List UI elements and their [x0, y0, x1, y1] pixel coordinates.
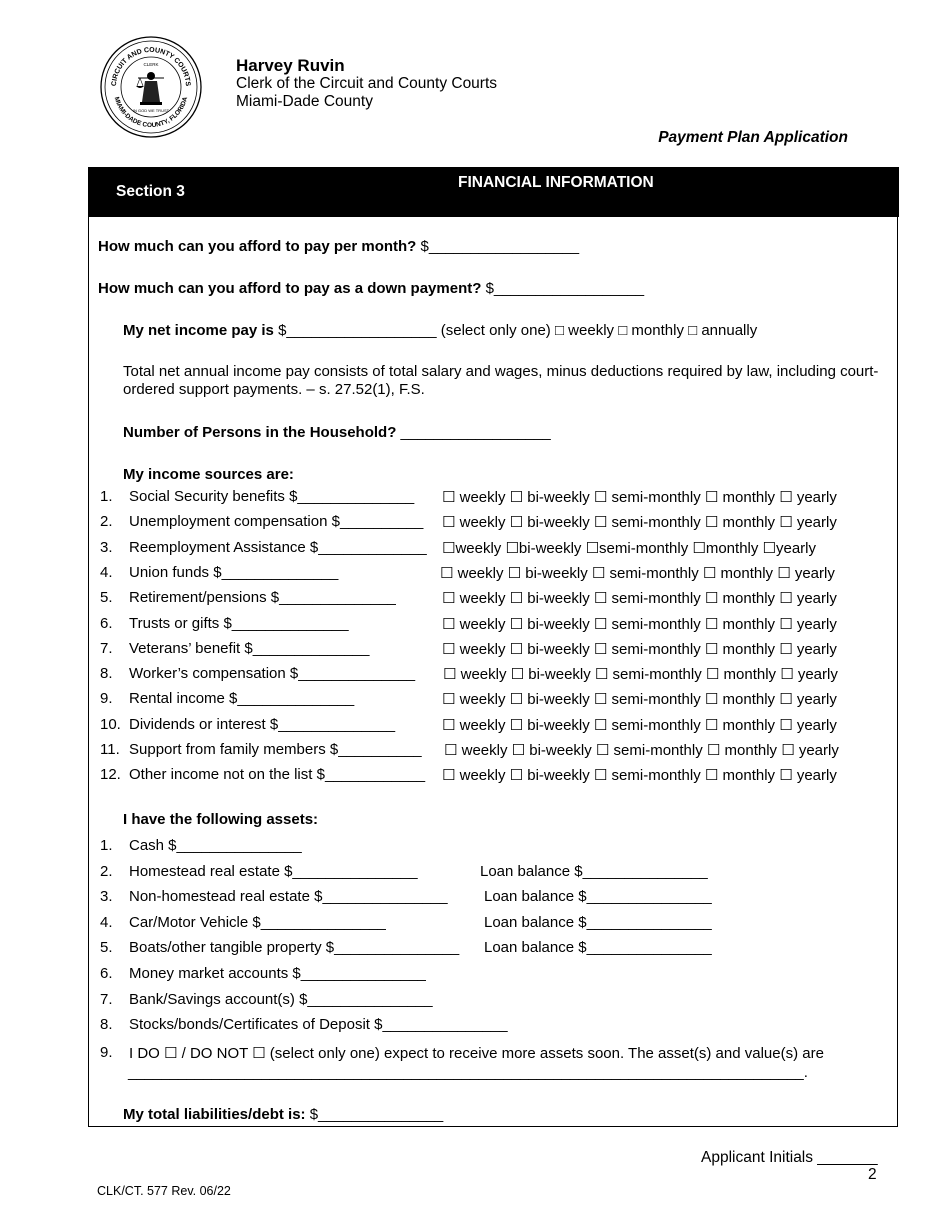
form-code: CLK/CT. 577 Rev. 06/22: [97, 1184, 231, 1198]
asset-item-value-field[interactable]: Money market accounts $_______________: [129, 965, 426, 982]
income-item-amount-field[interactable]: Other income not on the list $____________: [129, 766, 426, 784]
asset-item-number: 3.: [100, 888, 113, 906]
income-item-frequency-checkboxes[interactable]: ☐ weekly ☐ bi-weekly ☐ semi-monthly ☐ monthly ☐ yearly: [443, 666, 838, 684]
income-item-amount-field[interactable]: Support from family members $__________: [129, 741, 422, 758]
loan-balance-field[interactable]: Loan balance $_______________: [484, 913, 712, 931]
asset-item-value-field[interactable]: Boats/other tangible property $_______________: [129, 939, 460, 957]
income-item-frequency-checkboxes[interactable]: ☐ weekly ☐ bi-weekly ☐ semi-monthly ☐ monthly ☐ yearly: [444, 742, 839, 759]
income-item-frequency-checkboxes[interactable]: ☐ weekly ☐ bi-weekly ☐ semi-monthly ☐ monthly ☐ yearly: [442, 590, 837, 608]
asset-item-number: 1.: [100, 837, 113, 854]
income-item-number: 11.: [100, 741, 120, 758]
asset-item-value-field[interactable]: Stocks/bonds/Certificates of Deposit $_______________: [129, 1016, 508, 1034]
income-item-amount-field[interactable]: Union funds $______________: [129, 563, 339, 581]
income-item-amount-field[interactable]: Rental income $______________: [129, 690, 355, 708]
income-item-amount-field[interactable]: Unemployment compensation $__________: [129, 513, 424, 531]
loan-balance-field[interactable]: Loan balance $_______________: [484, 939, 712, 957]
svg-text:IN GOD WE TRUST: IN GOD WE TRUST: [132, 108, 170, 113]
down-payment-question: How much can you afford to pay as a down payment? $__________________: [98, 280, 645, 297]
income-item-frequency-checkboxes[interactable]: ☐ weekly ☐ bi-weekly ☐ semi-monthly ☐ monthly ☐ yearly: [442, 489, 837, 506]
asset-item-value-field[interactable]: Bank/Savings account(s) $_______________: [129, 990, 433, 1008]
income-item-amount-field[interactable]: Veterans’ benefit $______________: [129, 639, 370, 657]
applicant-initials-field[interactable]: Applicant Initials _______: [701, 1149, 878, 1166]
net-income-field[interactable]: $__________________ (select only one) □ weekly □ monthly □ annually: [278, 322, 758, 339]
net-income-note: Total net annual income pay consists of total salary and wages, minus deductions required by law, including court-ordered support payments. – s. 27.52(1), F.S.: [123, 363, 879, 398]
monthly-payment-question: How much can you afford to pay per month? $__________________: [98, 238, 580, 255]
asset-item-number: 6.: [100, 965, 113, 982]
income-item-number: 9.: [100, 690, 113, 708]
income-item-frequency-checkboxes[interactable]: ☐ weekly ☐ bi-weekly ☐ semi-monthly ☐ monthly ☐ yearly: [442, 514, 837, 532]
asset-item-number: 7.: [100, 990, 113, 1008]
income-item-number: 6.: [100, 614, 113, 632]
income-item-number: 12.: [100, 766, 121, 784]
section-header-bar: [88, 167, 899, 217]
assets-heading: I have the following assets:: [123, 811, 319, 828]
income-item-amount-field[interactable]: Trusts or gifts $______________: [129, 614, 349, 632]
asset-item-number: 5.: [100, 939, 113, 957]
household-question: Number of Persons in the Household? __________________: [123, 424, 551, 441]
section-title: FINANCIAL INFORMATION: [458, 174, 654, 191]
svg-text:MIAMI-DADE COUNTY, FLORIDA: MIAMI-DADE COUNTY, FLORIDA: [112, 96, 190, 130]
income-item-frequency-checkboxes[interactable]: ☐ weekly ☐ bi-weekly ☐ semi-monthly ☐ monthly ☐ yearly: [442, 640, 837, 658]
form-title: Payment Plan Application: [658, 129, 848, 146]
loan-balance-field[interactable]: Loan balance $_______________: [484, 888, 712, 906]
section-label: Section 3: [116, 183, 185, 200]
household-field[interactable]: __________________: [400, 424, 551, 441]
income-item-number: 1.: [100, 488, 113, 505]
asset-item-number: 4.: [100, 913, 113, 931]
asset-item-value-field[interactable]: Homestead real estate $_______________: [129, 862, 418, 880]
asset-item-value-field[interactable]: I DO ☐ / DO NOT ☐ (select only one) expect to receive more assets soon. The asset(s) and value(s) are: [129, 1045, 824, 1062]
income-item-number: 3.: [100, 538, 113, 556]
loan-balance-field[interactable]: Loan balance $_______________: [480, 862, 708, 880]
monthly-payment-field[interactable]: $__________________: [420, 238, 580, 255]
net-income-question: My net income pay is $__________________ (select only one) □ weekly □ monthly □ annually: [123, 322, 758, 339]
asset-item-number: 8.: [100, 1016, 113, 1034]
income-item-number: 10.: [100, 715, 121, 733]
clerk-name: Harvey Ruvin: [236, 56, 345, 75]
asset-item-number: 9.: [100, 1044, 113, 1061]
clerk-title: Clerk of the Circuit and County Courts: [236, 75, 498, 92]
income-item-number: 2.: [100, 513, 113, 531]
income-item-frequency-checkboxes[interactable]: ☐weekly ☐bi-weekly ☐semi-monthly ☐monthly ☐yearly: [442, 539, 816, 557]
clerk-seal-logo: [100, 36, 202, 138]
income-item-frequency-checkboxes[interactable]: ☐ weekly ☐ bi-weekly ☐ semi-monthly ☐ monthly ☐ yearly: [442, 615, 837, 633]
income-item-amount-field[interactable]: Dividends or interest $______________: [129, 715, 396, 733]
income-item-amount-field[interactable]: Retirement/pensions $______________: [129, 589, 396, 607]
down-payment-field[interactable]: $__________________: [485, 280, 645, 297]
asset-item-value-field[interactable]: Cash $_______________: [129, 837, 302, 854]
liabilities-field[interactable]: $_______________: [309, 1106, 444, 1123]
income-item-number: 7.: [100, 639, 113, 657]
asset-item-number: 2.: [100, 862, 113, 880]
income-item-frequency-checkboxes[interactable]: ☐ weekly ☐ bi-weekly ☐ semi-monthly ☐ monthly ☐ yearly: [442, 691, 837, 709]
county-name: Miami-Dade County: [236, 93, 373, 110]
income-item-frequency-checkboxes[interactable]: ☐ weekly ☐ bi-weekly ☐ semi-monthly ☐ monthly ☐ yearly: [442, 716, 837, 734]
svg-text:CIRCUIT AND COUNTY COURTS: CIRCUIT AND COUNTY COURTS: [110, 46, 192, 87]
income-item-number: 5.: [100, 589, 113, 607]
asset-item-value-field[interactable]: Non-homestead real estate $_______________: [129, 888, 448, 906]
asset-item-value-field[interactable]: Car/Motor Vehicle $_______________: [129, 913, 386, 931]
income-item-frequency-checkboxes[interactable]: ☐ weekly ☐ bi-weekly ☐ semi-monthly ☐ monthly ☐ yearly: [440, 564, 835, 582]
income-item-amount-field[interactable]: Worker’s compensation $______________: [129, 665, 416, 683]
income-item-number: 8.: [100, 665, 113, 683]
income-item-amount-field[interactable]: Reemployment Assistance $_____________: [129, 538, 427, 556]
assets-expected-line[interactable]: _________________________________________________________________________________.: [128, 1064, 808, 1081]
liabilities-question: My total liabilities/debt is: $_______________: [123, 1106, 444, 1123]
income-heading: My income sources are:: [123, 466, 294, 483]
svg-text:CLERK: CLERK: [143, 62, 159, 67]
page-number: 2: [868, 1166, 877, 1183]
income-item-amount-field[interactable]: Social Security benefits $______________: [129, 488, 415, 505]
income-item-number: 4.: [100, 563, 113, 581]
income-item-frequency-checkboxes[interactable]: ☐ weekly ☐ bi-weekly ☐ semi-monthly ☐ monthly ☐ yearly: [442, 767, 837, 785]
